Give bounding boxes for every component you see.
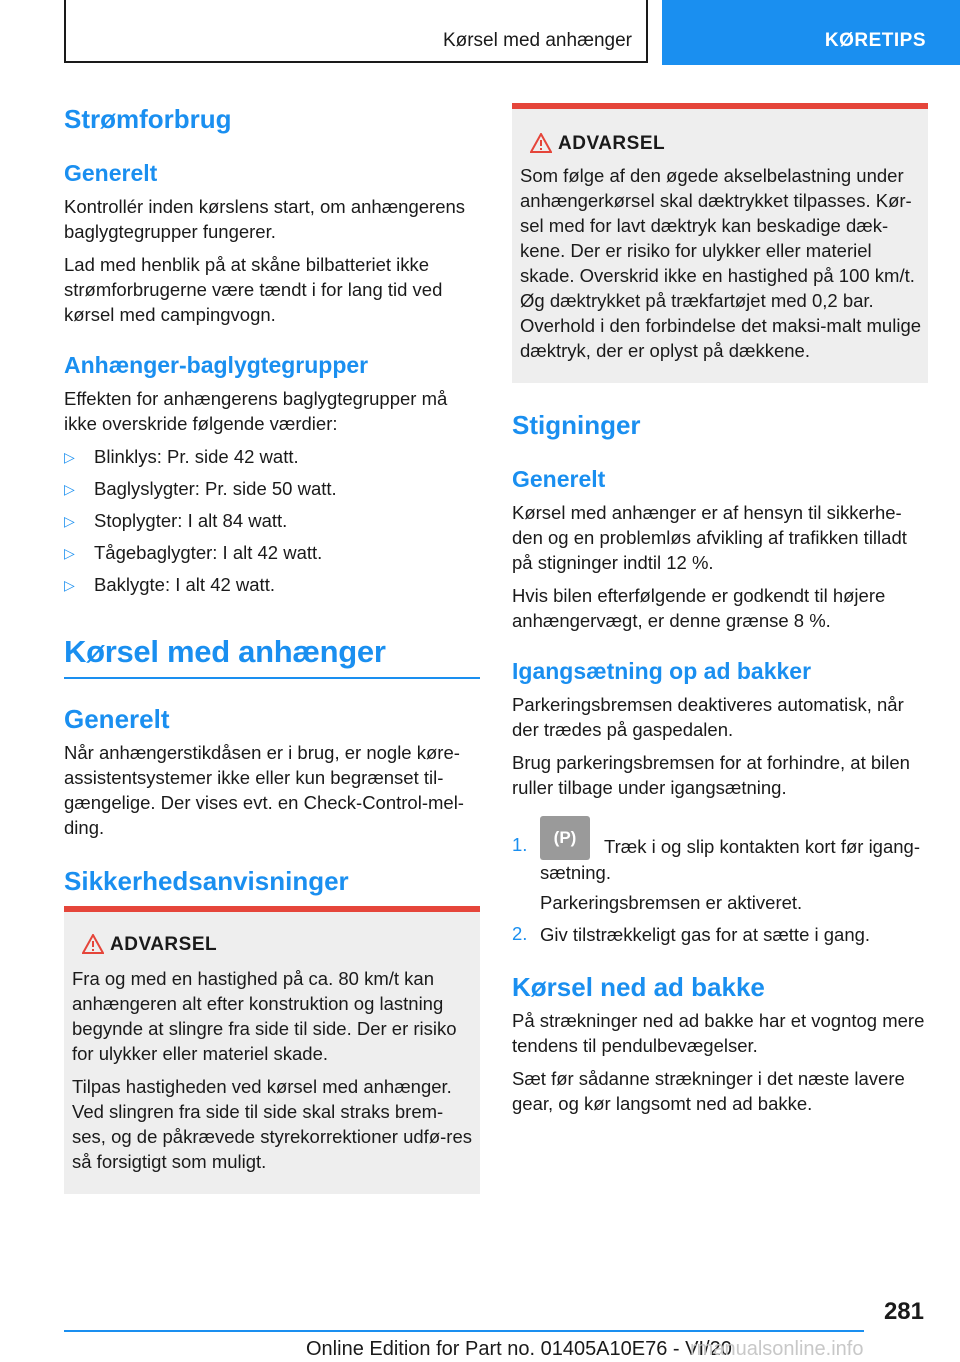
heading-power: Strømforbrug [64,104,232,134]
parking-brake-button-icon: (P) [540,816,590,860]
bullet-marker-icon: ▷ [64,513,75,529]
heading-rule [64,677,480,679]
step-number: 1. [512,834,528,855]
bullet-marker-icon: ▷ [64,577,75,593]
warning-bar [512,103,928,109]
heading-uphill-start: Igangsætning op ad bakker [512,658,812,684]
heading-downhill: Kørsel ned ad bakke [512,972,765,1002]
heading-safety: Sikkerhedsanvisninger [64,866,349,896]
paragraph-uphill-2: Brug parkeringsbremsen for at forhindre, at bilen ruller tilbage under igangsætning. [512,752,910,798]
heading-slopes: Stigninger [512,410,641,440]
page-number: 281 [883,1298,924,1325]
bullet-marker-icon: ▷ [64,545,75,561]
step-result: Parkeringsbremsen er aktiveret. [540,892,803,913]
paragraph-slopes-1: Kørsel med anhænger er af hensyn til sikkerhe-den og en problemløs afvikling af trafikken tilladt på stigninger indtil 12 %. [512,502,907,573]
paragraph-uphill-1: Parkeringsbremsen deaktiveres automatisk, når der trædes på gaspedalen. [512,694,904,740]
heading-general-3: Generelt [512,466,606,492]
warning-box [512,103,928,383]
paragraph-general-2: Når anhængerstikdåsen er i brug, er nogle køre-assistentsystemer ikke eller kun begrænset til-gængelige. Der vises evt. en Check-Control-mel-ding. [64,742,464,838]
warning-triangle-icon [82,934,104,954]
heading-general-1: Generelt [64,160,158,186]
warning-paragraph: Som følge af den øgede akselbelastning under anhængerkørsel skal dæktrykket tilpasses. Kør-sel med for lavt dæktryk kan beskadige dæk-kene. Der er risiko for ulykker eller materiel skade. Overskrid ikke en hastighed på 100 km/t. Øg dæktrykket på trækfartøjet med 0,2 bar. Overhold i den forbindelse det maksi-malt mulige dæktryk, der er oplyst på dækkene. [520,165,922,361]
heading-driving-with-trailer: Kørsel med anhænger [64,634,386,669]
warning-triangle-icon [530,133,552,153]
footer-rule [64,1330,864,1332]
warning-paragraph-2: Tilpas hastigheden ved kørsel med anhænger. Ved slingren fra side til side skal straks brem-ses, og de påkrævede styrekorrektioner udfø-res så forsigtigt som muligt. [72,1076,472,1172]
warning-label: ADVARSEL [558,133,666,154]
bullet-marker-icon: ▷ [64,481,75,497]
heading-general-2: Generelt [64,704,170,734]
section-title: Kørsel med anhænger [442,30,632,51]
chapter-tab [662,0,960,65]
step-text: Træk i og slip kontakten kort før igang- [604,836,920,857]
paragraph-general-1b: Lad med henblik på at skåne bilbatteriet ikke strømforbrugerne være tændt i for lang tid ved kørsel med campingvogn. [64,254,443,325]
step-number: 2. [512,923,528,944]
edition-text: Online Edition for Part no. 01405A10E76 - VI/20 [306,1338,732,1360]
paragraph-slopes-2: Hvis bilen efterfølgende er godkendt til højere anhængervægt, er denne grænse 8 %. [512,585,886,631]
warning-box [64,906,480,1194]
paragraph-downhill-2: Sæt før sådanne strækninger i det næste lavere gear, og kør langsomt ned ad bakke. [512,1068,905,1114]
warning-bar [64,906,480,912]
watermark: rmanualsonline.info [690,1338,864,1360]
paragraph-general-1a: Kontrollér inden kørslens start, om anhængerens baglygtegrupper fungerer. [64,196,466,242]
step-1 [512,816,928,916]
bullet-marker-icon: ▷ [64,449,75,465]
step-text: Giv tilstrækkeligt gas for at sætte i gang. [540,924,871,945]
header-frame [64,0,648,63]
warning-paragraph-1: Fra og med en hastighed på ca. 80 km/t kan anhængeren alt efter konstruktion og lastning begynde at slingre fra side til side. Der er risiko for ulykker eller materiel skade. [72,968,457,1064]
warning-label: ADVARSEL [110,934,218,955]
step-2 [512,922,928,952]
step-text-continued: sætning. [540,862,611,883]
paragraph-trailer-lights: Effekten for anhængerens baglygtegrupper må ikke overskride følgende værdier: [64,388,448,434]
chapter-tab-label: KØRETIPS [824,30,926,51]
heading-trailer-lights: Anhænger-baglygtegrupper [64,352,369,378]
paragraph-downhill-1: På strækninger ned ad bakke har et vogntog mere tendens til pendulbevægelser. [512,1010,925,1056]
